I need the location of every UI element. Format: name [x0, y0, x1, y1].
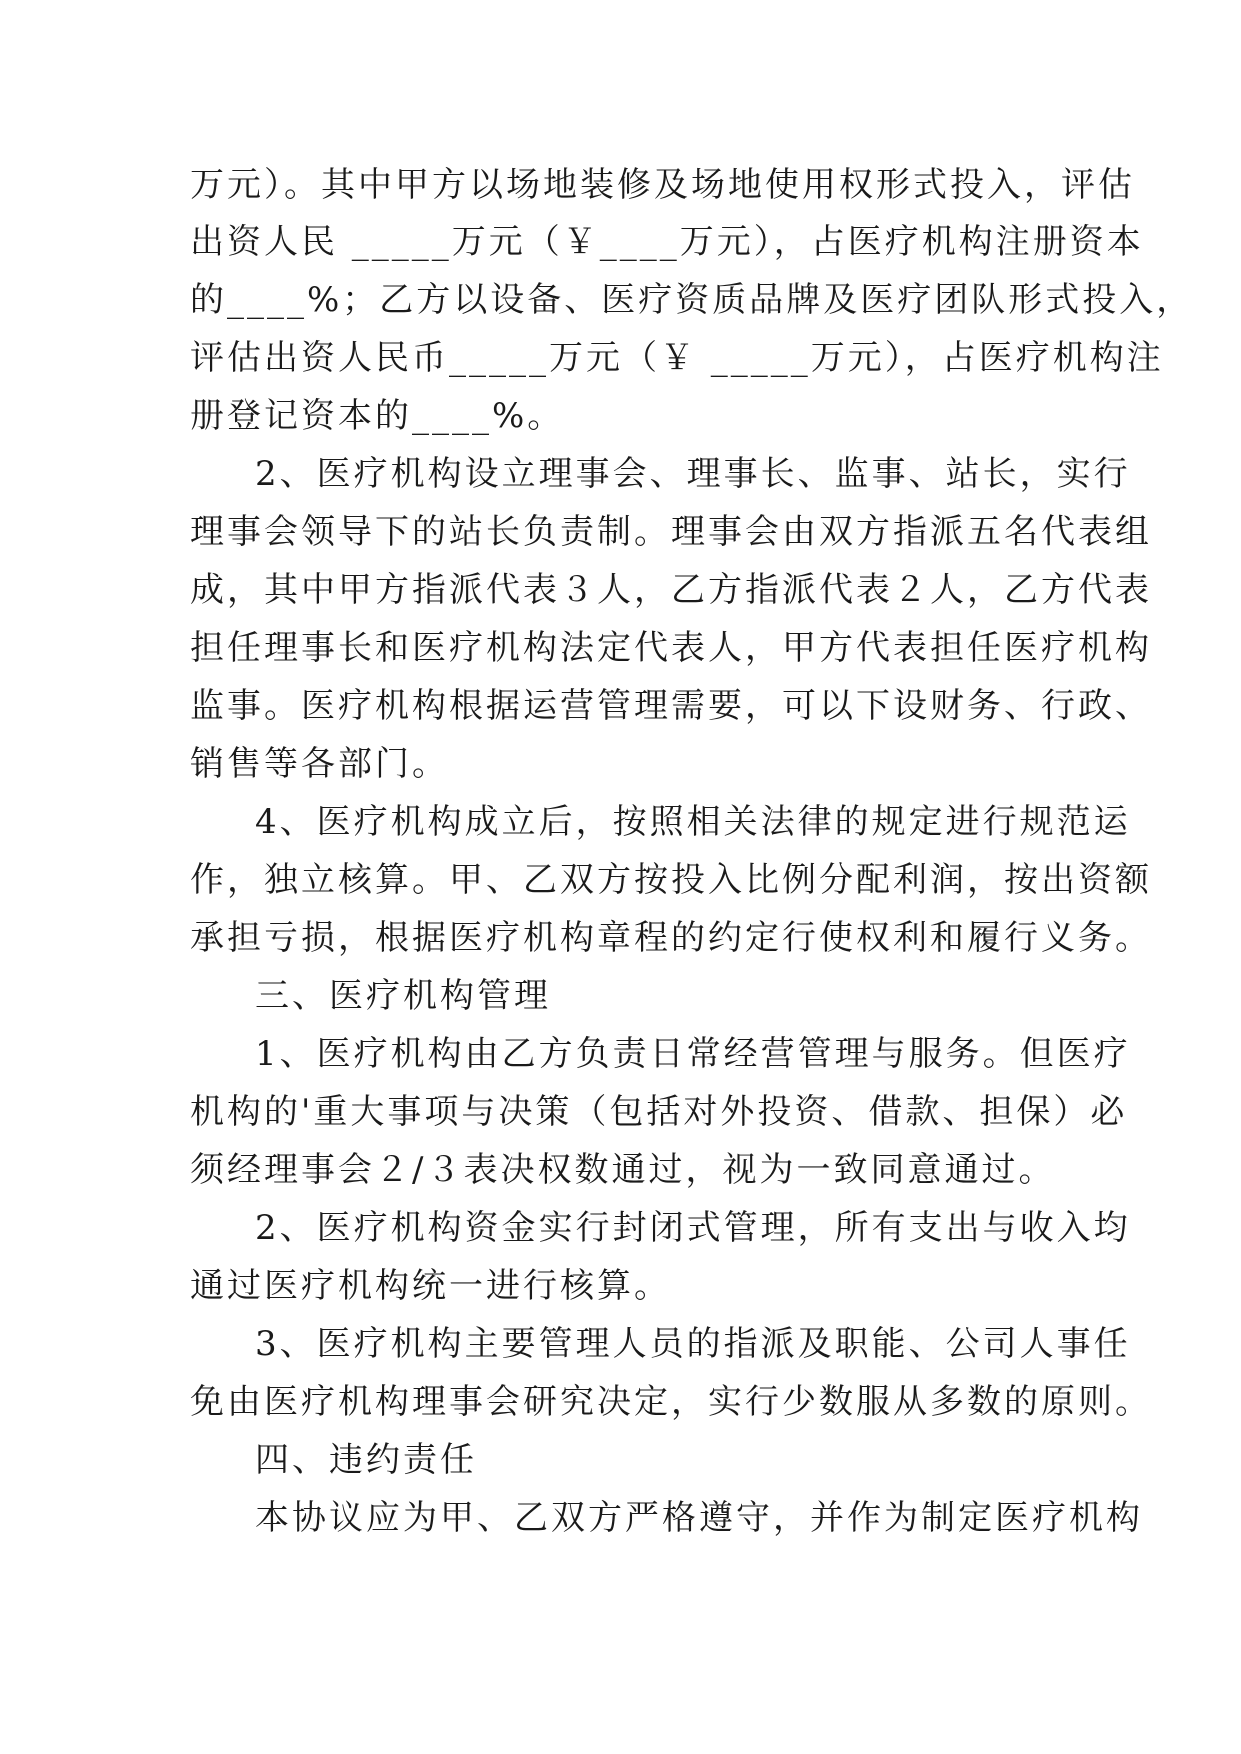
text-line: 销售等各部门。 — [190, 744, 449, 784]
text-line: 成，其中甲方指派代表３人，乙方指派代表２人，乙方代表 — [190, 570, 1152, 610]
paragraph-start: 3、医疗机构主要管理人员的指派及职能、公司人事任 — [255, 1324, 1131, 1364]
text-line: 须经理事会２/３表决权数通过，视为一致同意通过。 — [190, 1150, 1056, 1190]
text-line: 册登记资本的____%。 — [190, 396, 565, 436]
section-heading-4: 四、违约责任 — [255, 1440, 477, 1480]
paragraph-2-start: 2、医疗机构设立理事会、理事长、监事、站长，实行 — [255, 454, 1131, 494]
text-line: 的____%；乙方以设备、医疗资质品牌及医疗团队形式投入， — [190, 280, 1194, 320]
section-heading-3: 三、医疗机构管理 — [255, 976, 551, 1016]
paragraph-start: 本协议应为甲、乙双方严格遵守，并作为制定医疗机构 — [255, 1498, 1143, 1538]
text-line: 承担亏损，根据医疗机构章程的约定行使权利和履行义务。 — [190, 918, 1152, 958]
text-line: 作，独立核算。甲、乙双方按投入比例分配利润，按出资额 — [190, 860, 1152, 900]
text-line: 万元）。其中甲方以场地装修及场地使用权形式投入，评估 — [190, 165, 1135, 205]
text-line: 通过医疗机构统一进行核算。 — [190, 1266, 671, 1306]
text-line: 担任理事长和医疗机构法定代表人，甲方代表担任医疗机构 — [190, 628, 1152, 668]
paragraph-start: 1、医疗机构由乙方负责日常经营管理与服务。但医疗 — [255, 1034, 1131, 1074]
text-line: 免由医疗机构理事会研究决定，实行少数服从多数的原则。 — [190, 1382, 1152, 1422]
text-line: 评估出资人民币_____万元（￥ _____万元），占医疗机构注 — [190, 338, 1164, 378]
paragraph-start: 2、医疗机构资金实行封闭式管理，所有支出与收入均 — [255, 1208, 1131, 1248]
text-line: 出资人民 _____万元（￥____万元），占医疗机构注册资本 — [190, 222, 1144, 262]
text-line: 监事。医疗机构根据运营管理需要，可以下设财务、行政、 — [190, 686, 1152, 726]
text-line: 理事会领导下的站长负责制。理事会由双方指派五名代表组 — [190, 512, 1152, 552]
paragraph-4-start: 4、医疗机构成立后，按照相关法律的规定进行规范运 — [255, 802, 1131, 842]
text-line: 机构的'重大事项与决策（包括对外投资、借款、担保）必 — [190, 1092, 1128, 1132]
